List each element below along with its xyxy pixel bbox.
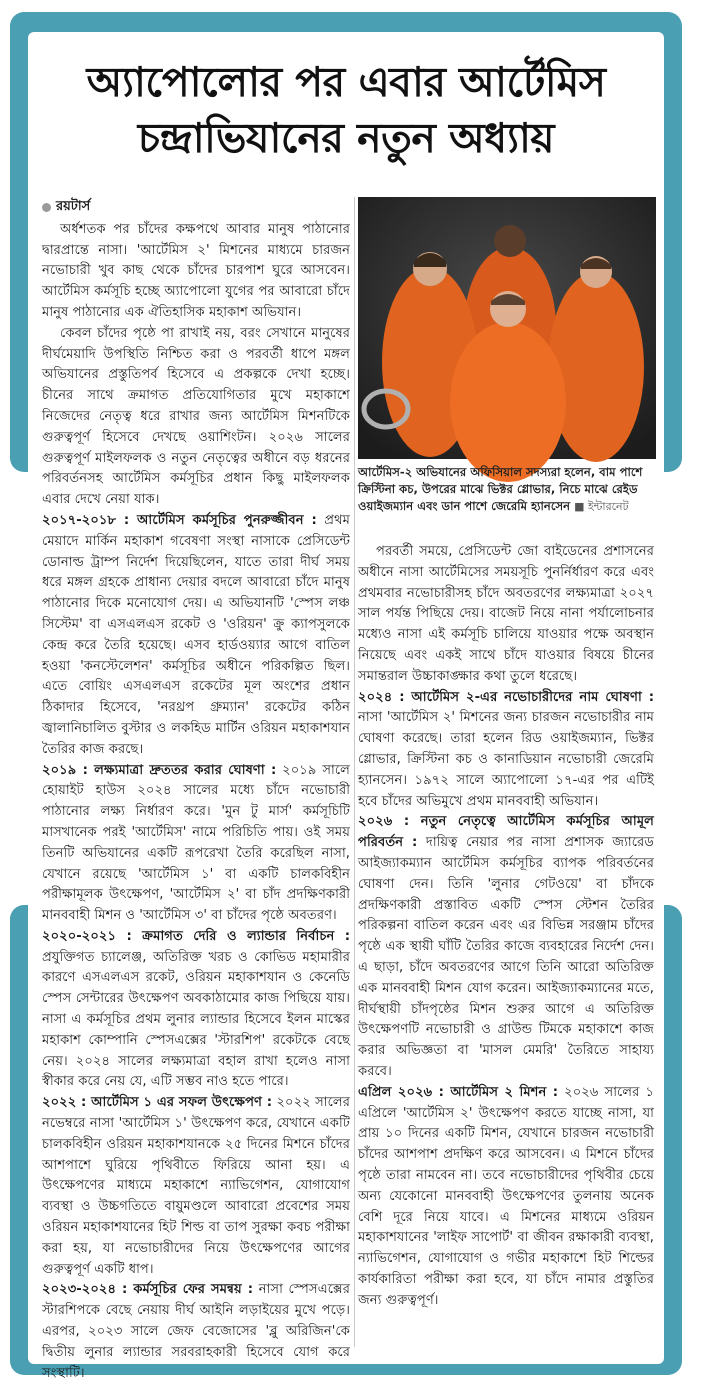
section-2023-head: ২০২৩-২০২৪ : কর্মসূচির ফের সমন্বয় : [42, 1282, 254, 1298]
section-2019-head: ২০১৯ : লক্ষ্যমাত্রা দ্রুততর করার ঘোষণা : [42, 762, 277, 778]
section-2020-head: ২০২০-২০২১ : ক্রমাগত দেরি ও ল্যান্ডার নির্বাচন : [42, 928, 350, 944]
astronauts-illustration [358, 197, 656, 459]
headline-line-2: চন্দ্রাভিযানের নতুন অধ্যায় [137, 114, 555, 162]
section-2023 [42, 1280, 350, 1384]
photo-caption [358, 464, 656, 515]
crew-photo [358, 197, 656, 459]
section-2022 [42, 1093, 350, 1280]
section-april-2026-head: এপ্রিল ২০২৬ : আর্টেমিস ২ মিশন : [358, 1084, 559, 1100]
section-2019-body: ২০১৯ সালে হোয়াইট হাউস ২০২৪ সালের মধ্যে চাঁদে নভোচারী পাঠানোর লক্ষ্য নির্ধারণ করে। 'মুন টু মার্স' কর্মসূচিটি মাসখানেক পরই 'আর্টেমিস' নামে পরিচিতি পায়। ওই সময় তিনটি অভিযানের একটি রূপরেখা তৈরি করেছিল নাসা, যেখানে রয়েছে 'আর্টেমিস ১' বা একটি চালকবিহীন পরীক্ষামূলক উৎক্ষেপণ, 'আর্টেমিস ২' বা চাঁদ প্রদক্ষিণকারী মানববাহী মিশন ও 'আর্টেমিস ৩' বা চাঁদের পৃষ্ঠে অবতরণ। [42, 762, 350, 924]
section-2026-head: ২০২৬ : নতুন নেতৃত্বে আর্টেমিস কর্মসূচির আমূল পরিবর্তন : [358, 814, 654, 851]
section-2022-body: ২০২২ সালের নভেম্বরে নাসা 'আর্টেমিস ১' উৎক্ষেপণ করে, যেখানে একটি চালকবিহীন ওরিয়ন মহাকাশযানকে ২৫ দিনের মিশনে চাঁদের আশপাশে ঘুরিয়ে পৃথিবীতে ফিরিয়ে আনা হয়। এ উৎক্ষেপণের মাধ্যমে মহাকাশে ন্যাভিগেশন, যোগাযোগ ব্যবস্থা ও উচ্চগতিতে বায়ুমণ্ডলে আবারো প্রবেশের সময় ওরিয়ন মহাকাশযানের হিট শিল্ড বা তাপ সুরক্ষা কবচ পরীক্ষা করা হয়, যা নভোচারীদের নিয়ে উৎক্ষেপণের আগের গুরুত্বপূর্ণ একটি ধাপ। [42, 1095, 350, 1277]
headline [28, 54, 664, 166]
section-april-2026 [358, 1083, 654, 1312]
section-2017 [42, 511, 350, 761]
left-column [42, 197, 350, 1384]
section-2020-body: প্রযুক্তিগত চ্যালেঞ্জ, অতিরিক্ত খরচ ও কোভিড মহামারীর কারণে এসএলএস রকেট, ওরিয়ন মহাকাশযান ও কেনেডি স্পেস সেন্টারের উৎক্ষেপণ অবকাঠামোর কাজ পিছিয়ে যায়। নাসা এ কর্মসূচির প্রথম লুনার ল্যান্ডার হিসেবে ইলন মাস্কের মহাকাশ কোম্পানি স্পেসএক্সের 'স্টারশিপ' রকেটকে বেছে নেয়। ২০২৪ সালের লক্ষ্যমাত্রা বহাল রাখা হলেও নাসা স্বীকার করে নেয় যে, এটি সম্ভব নাও হতে পারে। [42, 949, 350, 1090]
caption-source-text: ইন্টারনেট [588, 500, 629, 513]
article-sheet [28, 32, 664, 1381]
section-2017-body: প্রথম মেয়াদে মার্কিন মহাকাশ গবেষণা সংস্থা নাসাকে প্রেসিডেন্ট ডোনাল্ড ট্রাম্প নির্দেশ দিয়েছিলেন, যাতে তারা দীর্ঘ সময় ধরে মঙ্গল গ্রহকে প্রাধান্য দেয়ার বদলে আবারো চাঁদে মানুষ পাঠানোর দিকে মনোযোগ দেয়। এ অভিযানটি 'স্পেস লঞ্চ সিস্টেম' বা এসএলএস রকেট ও 'ওরিয়ন' ক্রু ক্যাপসুলকে কেন্দ্র করে তৈরি হয়েছে। এসব হার্ডওয়্যার আগে বাতিল হওয়া 'কনস্টেলেশন' কর্মসূচির অধীনে পরিকল্পিত ছিল। এতে বোয়িং এসএলএস রকেটের মূল অংশের প্রধান ঠিকাদার হিসেবে, 'নরথ্রপ গ্রুম্যান' রকেটের কঠিন জ্বালানিচালিত বুস্টার ও লকহিড মার্টিন ওরিয়ন মহাকাশযান তৈরির কাজ করছে। [42, 512, 350, 757]
intro-paragraph-1: অর্ধশতক পর চাঁদের কক্ষপথে আবার মানুষ পাঠানোর দ্বারপ্রান্তে নাসা। 'আর্টেমিস ২' মিশনের মাধ্যমে চারজন নভোচারী খুব কাছ থেকে চাঁদের চারপাশ ঘুরে আসবেন। আর্টেমিস কর্মসূচি হচ্ছে অ্যাপোলো যুগের পর আবারো চাঁদে মানুষ পাঠানোর এক ঐতিহাসিক মহাকাশ অভিযান। [42, 221, 350, 320]
section-2024 [358, 688, 654, 813]
section-2024-head: ২০২৪ : আর্টেমিস ২-এর নভোচারীদের নাম ঘোষণা : [358, 689, 654, 705]
section-2023-continued: পরবর্তী সময়ে, প্রেসিডেন্ট জো বাইডেনের প্রশাসনের অধীনে নাসা আর্টেমিসের সময়সূচি পুনর্নির্ধারণ করে এবং প্রথমবার নভোচারীসহ চাঁদে অবতরণের লক্ষ্যমাত্রা ২০২৭ সাল পর্যন্ত পিছিয়ে দেয়। বাজেট নিয়ে নানা পর্যালোচনার মধ্যেও নাসা এই কর্মসূচি চালিয়ে যাওয়ার পক্ষে অবস্থান নিয়েছে এবং একই সাথে চাঁদে যাওয়ার বিষয়ে চীনের সমান্তরাল উচ্চাকাঙ্ক্ষার কথা তুলে ধরেছে। [358, 544, 654, 684]
caption-source: ■ ইন্টারনেট [574, 500, 629, 513]
section-2019 [42, 761, 350, 927]
byline [42, 197, 350, 218]
section-april-2026-body: ২০২৬ সালের ১ এপ্রিলে 'আর্টেমিস ২' উৎক্ষেপণ করতে যাচ্ছে নাসা, যা প্রায় ১০ দিনের একটি মিশন, যেখানে চারজন নভোচারী চাঁদের আশপাশ প্রদক্ষিণ করে আসবেন। এ মিশনে চাঁদের পৃষ্ঠে তারা নামবেন না। তবে নভোচারীদের পৃথিবীর চেয়ে অন্য যেকোনো মানববাহী উৎক্ষেপণের তুলনায় অনেক বেশি দূরে নিয়ে যাবে। এ মিশনের মাধ্যমে ওরিয়ন মহাকাশযানের 'লাইফ সাপোর্ট' বা জীবন রক্ষাকারী ব্যবস্থা, ন্যাভিগেশন, যোগাযোগ ও গভীর মহাকাশে হিট শিল্ডের কার্যকারিতা পরীক্ষা করা হবে, যা চাঁদে নামার প্রস্তুতির জন্য গুরুত্বপূর্ণ। [358, 1084, 655, 1308]
bullet-icon [42, 203, 51, 212]
headline-line-1: অ্যাপোলোর পর এবার আর্টেমিস [86, 58, 606, 106]
intro-paragraph-2: কেবল চাঁদের পৃষ্ঠে পা রাখাই নয়, বরং সেখানে মানুষের দীর্ঘমেয়াদি উপস্থিতি নিশ্চিত করা ও পরবর্তী ধাপে মঙ্গল অভিযানের প্রস্তুতিপর্ব হিসেবে এ প্রকল্পকে দেখা হচ্ছে। চীনের সাথে ক্রমাগত প্রতিযোগিতার মুখে মহাকাশে নিজেদের নেতৃত্ব ধরে রাখার জন্য আর্টেমিস মিশনটিকে গুরুত্বপূর্ণ হিসেবে দেখছে ওয়াশিংটন। ২০২৬ সালের গুরুত্বপূর্ণ মাইলফলক ও নতুন নেতৃত্বের অধীনে বড় ধরনের পরিবর্তনসহ আর্টেমিস কর্মসূচির প্রধান কিছু মাইলফলক এবার দেখে নেয়া যাক। [42, 325, 350, 508]
column-divider [354, 197, 355, 1347]
section-2024-body: নাসা 'আর্টেমিস ২' মিশনের জন্য চারজন নভোচারীর নাম ঘোষণা করেছে। তারা হলেন রিড ওয়াইজম্যান, ভিক্টর গ্লোভার, ক্রিস্টিনা কচ ও কানাডিয়ান নভোচারী জেরেমি হ্যানসেন। ১৯৭২ সালে অ্যাপোলো ১৭-এর পর এটিই হবে চাঁদের অভিমুখে প্রথম মানববাহী অভিযান। [358, 710, 654, 809]
byline-text: রয়টার্স [56, 199, 91, 214]
section-2020 [42, 927, 350, 1093]
caption-text: আর্টেমিস-২ অভিযানের অফিসিয়াল সদস্যরা হলেন, বাম পাশে ক্রিস্টিনা কচ, উপরের মাঝে ভিক্টর গ্লোভার, নিচে মাঝে রেইড ওয়াইজম্যান এবং ডান পাশে জেরেমি হ্যানসেন [358, 465, 643, 513]
section-2026-body: দায়িত্ব নেয়ার পর নাসা প্রশাসক জ্যারেড আইজ্যাকম্যান আর্টেমিস কর্মসূচির ব্যাপক পরিবর্তনের ঘোষণা দেন। তিনি 'লুনার গেটওয়ে' বা চাঁদকে প্রদক্ষিণকারী প্রস্তাবিত একটি স্পেস স্টেশন তৈরির পরিকল্পনা বাতিল করেন এবং এর বিভিন্ন সরঞ্জাম চাঁদের পৃষ্ঠে এক স্থায়ী ঘাঁটি তৈরির কাজে ব্যবহারের নির্দেশ দেন। এ ছাড়া, চাঁদে অবতরণের আগে তিনি আরো অতিরিক্ত এক মানববাহী মিশন যোগ করেন। আইজ্যাকম্যানের মতে, দীর্ঘস্থায়ী চাঁদপৃষ্ঠের মিশন শুরুর আগে এ অতিরিক্ত উৎক্ষেপণটি নভোচারী ও গ্রাউন্ড টিমকে মহাকাশে কাজ করার অভিজ্ঞতা বা 'মাসল মেমরি' তৈরিতে সাহায্য করবে। [358, 835, 654, 1079]
section-2023-body: নাসা স্পেসএক্সের স্টারশিপকে বেছে নেয়ায় দীর্ঘ আইনি লড়াইয়ের মুখে পড়ে। এরপর, ২০২৩ সালে জেফ বেজোসের 'ব্লু অরিজিন'কে দ্বিতীয় লুনার ল্যান্ডার সরবরাহকারী হিসেবে যোগ করে সংস্থাটি। [42, 1282, 350, 1381]
right-column [358, 542, 654, 1311]
section-2017-head: ২০১৭-২০১৮ : আর্টেমিস কর্মসূচির পুনরুজ্জীবন : [42, 512, 317, 528]
section-2026 [358, 812, 654, 1082]
section-2022-head: ২০২২ : আর্টেমিস ১ এর সফল উৎক্ষেপণ : [42, 1095, 273, 1111]
